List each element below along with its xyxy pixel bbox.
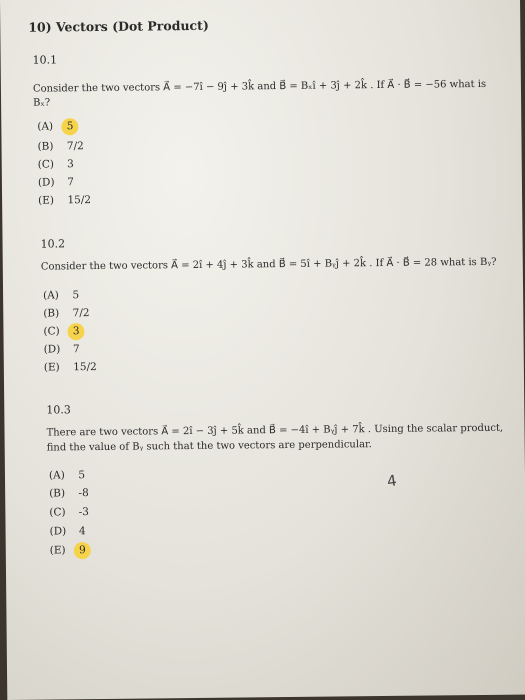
answer-option[interactable] [38,194,91,207]
answer-option[interactable] [50,525,86,537]
option-value: 7/2 [72,307,90,320]
question-text: find the value of Bᵧ such that the two vectors are perpendicular. [46,439,372,454]
answer-option[interactable] [38,158,74,170]
option-label: (D) [43,343,61,356]
section-number: 10.1 [32,53,58,67]
option-value: 9 [79,544,86,557]
option-value: 4 [78,525,86,538]
option-label: (B) [49,487,66,500]
answer-option[interactable] [37,120,73,132]
option-label: (D) [49,525,67,538]
answer-option[interactable] [49,487,89,499]
option-value: 5 [72,289,80,302]
option-label: (E) [38,194,55,207]
answer-option[interactable] [37,140,83,152]
answer-option[interactable] [44,343,80,355]
option-value: 15/2 [73,361,97,374]
option-label: (A) [43,289,59,302]
answer-option[interactable] [38,176,74,188]
question-text: Consider the two vectors A⃗ = −7î − 9ĵ + 3k̂ and B⃗ = Bₓî + 3ĵ + 2k̂ . If A⃗ · B⃗ = −56 what is [32,78,487,95]
option-label: (C) [49,506,66,519]
option-label: (B) [37,140,54,153]
option-value: 5 [78,469,86,482]
answer-option[interactable] [44,361,97,374]
section-number: 10.3 [46,403,71,417]
option-value: 7/2 [66,140,84,153]
answer-option[interactable] [43,325,79,337]
answer-option[interactable] [43,307,89,319]
option-label: (E) [49,544,66,557]
option-label: (A) [48,469,65,482]
option-label: (D) [37,176,55,189]
page-title: 10) Vectors (Dot Product) [28,17,209,35]
handwritten-note: 4 [385,471,398,491]
question-text: Consider the two vectors A⃗ = 2î + 4ĵ + 3k̂ and B⃗ = 5î + Bᵧĵ + 2k̂ . If A⃗ · B⃗ = 28 what is Bᵧ? [40,256,497,273]
option-value: 5 [66,120,74,133]
option-value: 7 [67,176,75,189]
answer-option[interactable] [49,469,85,481]
option-label: (C) [37,158,55,171]
option-value: 15/2 [67,194,92,207]
option-value: 7 [72,343,80,356]
option-value: 3 [72,325,80,338]
option-label: (E) [43,361,60,374]
question-text: Bₓ? [33,97,51,109]
answer-option[interactable] [50,544,86,556]
answer-option[interactable] [49,506,89,518]
option-label: (C) [43,325,60,338]
option-label: (A) [37,120,54,133]
section-number: 10.2 [40,237,66,251]
question-text: There are two vectors A⃗ = 2î − 3ĵ + 5k̂ and B⃗ = −4î + Bᵧĵ + 7k̂ . Using the scalar product, [46,422,504,439]
option-label: (B) [43,307,60,320]
option-value: 3 [67,158,74,171]
option-value: -8 [78,487,89,500]
answer-option[interactable] [43,289,79,301]
option-value: -3 [78,506,90,519]
